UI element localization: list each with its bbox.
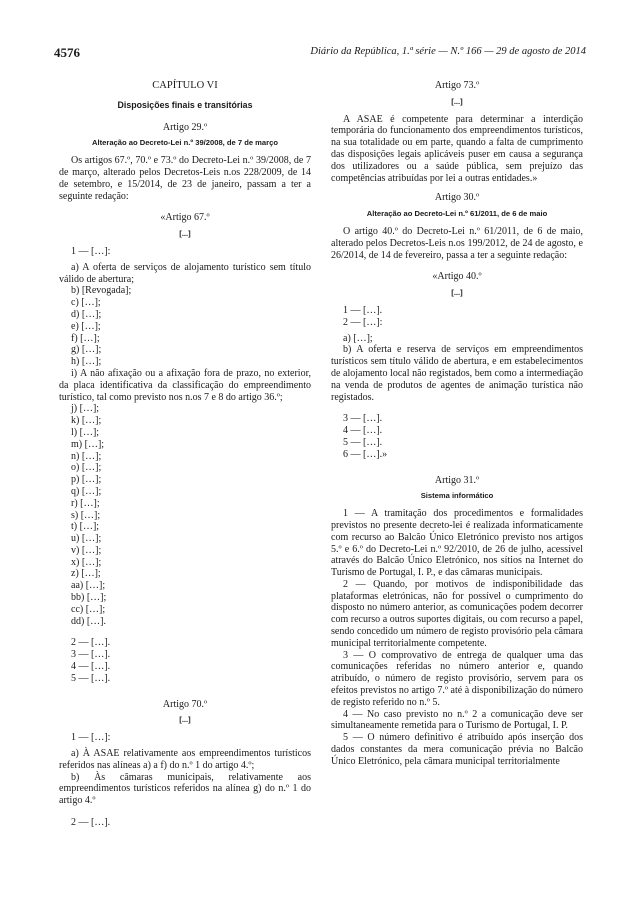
list-item: dd) […]. xyxy=(71,615,106,627)
article-31-title: Artigo 31.º xyxy=(434,474,480,486)
article-73-ellipsis: [...] xyxy=(451,96,463,106)
article-40-item-1: 1 — […]. xyxy=(343,304,383,316)
article-73-title: Artigo 73.º xyxy=(434,80,480,91)
list-item: d) […]; xyxy=(71,308,102,320)
article-40-items-3-6 xyxy=(331,413,583,460)
article-70-item-1: 1 — […]: xyxy=(71,732,111,744)
article-30-paragraph: O artigo 40.º do Decreto-Lei n.º 61/2011, de 6 de maio, alterado pelos Decretos-Leis n.os 199/2012, de 24 de agosto, e 26/2014, de 14 de fevereiro, passa a ter a seguinte redação: xyxy=(331,225,583,261)
article-67-item-a: a) A oferta de serviços de alojamento turístico sem título válido de abertura; xyxy=(59,261,311,285)
article-67-item-1: 1 — […]: xyxy=(71,245,111,257)
article-67-items-2-5 xyxy=(59,637,311,684)
list-item: o) […]; xyxy=(71,462,102,474)
article-31-paragraph-5: 5 — O número definitivo é atribuído após inserção dos dados constantes da mera comunicação prévia no Balcão Único Eletrónico, pela câmara municipal territorialmente xyxy=(331,732,583,767)
article-40-title: «Artigo 40.º xyxy=(432,271,482,283)
list-item: s) […]; xyxy=(71,509,101,521)
page-number: 4576 xyxy=(54,45,80,60)
list-item: 3 — […]. xyxy=(343,413,383,425)
list-item: aa) […]; xyxy=(71,580,106,592)
list-item: 5 — […]. xyxy=(343,436,383,448)
list-item: v) […]; xyxy=(71,544,102,556)
list-item: c) […]; xyxy=(71,297,101,309)
article-31-paragraph-2: 2 — Quando, por motivos de indisponibilidade das plataformas eletrónicas, não for possível o cumprimento do disposto no número anterior, as comunicações podem decorrer com recurso a outros suportes digitais, ou com recurso a papel, sendo concedido um número de registo provisório pela câmara municipal territorialmente competente. xyxy=(331,578,583,649)
article-67-item-b: b) [Revogada]; xyxy=(71,285,132,297)
article-40-item-2: 2 — […]: xyxy=(343,316,383,328)
article-67-item-i: i) A não afixação ou a afixação fora de prazo, no exterior, da placa identificativa da classificação do empreendimento turístico, tal como previsto nos n.os 7 e 8 do artigo 36.º; xyxy=(59,367,311,403)
article-67-items-c-h xyxy=(59,297,311,368)
list-item: t) […]; xyxy=(71,521,100,533)
list-item: u) […]; xyxy=(71,533,102,545)
list-item: 2 — […]. xyxy=(71,637,111,649)
journal-header: Diário da República, 1.ª série — N.º 166 — 29 de agosto de 2014 xyxy=(310,46,586,57)
list-item: p) […]; xyxy=(71,474,102,486)
list-item: l) […]; xyxy=(71,426,100,438)
chapter-title: Disposições finais e transitórias xyxy=(117,99,253,110)
article-70-item-a: a) À ASAE relativamente aos empreendimentos turísticos referidos nas alíneas a) a f) do n.º 1 do artigo 4.º; xyxy=(59,748,311,771)
article-31-paragraph-4: 4 — No caso previsto no n.º 2 a comunicação deve ser simultaneamente remetida para o Turismo de Portugal, I. P. xyxy=(331,708,583,732)
list-item: 4 — […]. xyxy=(343,425,383,437)
list-item: x) […]; xyxy=(71,556,102,568)
list-item: 3 — […]. xyxy=(71,649,111,661)
list-item: 4 — […]. xyxy=(71,661,111,673)
left-column xyxy=(59,80,311,829)
list-item: n) […]; xyxy=(71,450,102,462)
list-item: bb) […]; xyxy=(71,592,107,604)
chapter-heading: CAPÍTULO VI xyxy=(152,80,218,91)
list-item: e) […]; xyxy=(71,320,101,332)
list-item: cc) […]; xyxy=(71,603,106,615)
right-column xyxy=(331,80,583,768)
list-item: g) […]; xyxy=(71,344,102,356)
list-item: 5 — […]. xyxy=(71,672,111,684)
article-67-ellipsis: [...] xyxy=(179,229,191,239)
list-item: m) […]; xyxy=(71,438,105,450)
article-70-item-2: 2 — […]. xyxy=(71,817,111,829)
article-40-item-a: a) […]; xyxy=(343,332,373,344)
article-29-subtitle: Alteração ao Decreto-Lei n.º 39/2008, de 7 de março xyxy=(92,138,278,148)
article-30-subtitle: Alteração ao Decreto-Lei n.º 61/2011, de 6 de maio xyxy=(366,209,548,219)
list-item: k) […]; xyxy=(71,415,102,427)
article-30-title: Artigo 30.º xyxy=(434,192,480,204)
list-item: z) […]; xyxy=(71,568,101,580)
article-73-paragraph: A ASAE é competente para determinar a interdição temporária do funcionamento dos empreendimentos turísticos, na sua totalidade ou em parte, quando a falta de cumprimento das disposições legais aplicáveis puser em causa a segurança dos utilizadores ou a saúde pública, sem prejuízo das competências atribuídas por lei a outras entidades.» xyxy=(331,113,583,184)
article-70-title: Artigo 70.º xyxy=(162,698,208,710)
article-31-paragraph-1: 1 — A tramitação dos procedimentos e formalidades previstos no presente decreto-lei é realizada informaticamente com recurso ao Balcão Único Eletrónico previsto nos artigos 5.º e 6.º do Decreto-Lei n.º 92/2010, de 26 de julho, acessível através do Balcão Único Eletrónico, nos sítios na Internet do Turismo de Portugal, I. P., e das câmaras municipais. xyxy=(331,508,583,579)
article-70-ellipsis: [...] xyxy=(179,715,191,725)
article-67-items-j-dd xyxy=(59,403,311,627)
list-item: h) […]; xyxy=(71,356,102,368)
list-item: q) […]; xyxy=(71,485,102,497)
article-31-subtitle: Sistema informático xyxy=(420,491,494,501)
article-29-title: Artigo 29.º xyxy=(162,121,208,133)
article-40-item-b: b) A oferta e reserva de serviços em empreendimentos turísticos sem título válido de abertura, e em estabelecimentos de alojamento local não registados, bem como a intermediação na venda de produtos de agentes de animação turística não registados. xyxy=(331,344,583,403)
list-item: j) […]; xyxy=(71,403,100,415)
list-item: r) […]; xyxy=(71,497,100,509)
article-31-paragraph-3: 3 — O comprovativo de entrega de qualquer uma das comunicações referidas no número anterior e, quando atribuído, o número de registo provisório, servem para os efeitos previstos no artigo 7.º até à disponibilização do número de registo referido no n.º 5. xyxy=(331,649,583,708)
article-70-item-b: b) Às câmaras municipais, relativamente aos empreendimentos turísticos referidos na alínea g) do n.º 1 do artigo 4.º xyxy=(59,771,311,807)
list-item: f) […]; xyxy=(71,332,100,344)
list-item: 6 — […].» xyxy=(343,448,388,460)
article-40-ellipsis: [...] xyxy=(451,288,463,298)
article-67-title: «Artigo 67.º xyxy=(160,212,210,224)
article-29-paragraph: Os artigos 67.º, 70.º e 73.º do Decreto-Lei n.º 39/2008, de 7 de março, alterado pelos Decretos-Leis n.os 228/2009, de 14 de setembro, e 15/2014, de 23 de janeiro, passam a ter a seguinte redação: xyxy=(59,155,311,202)
